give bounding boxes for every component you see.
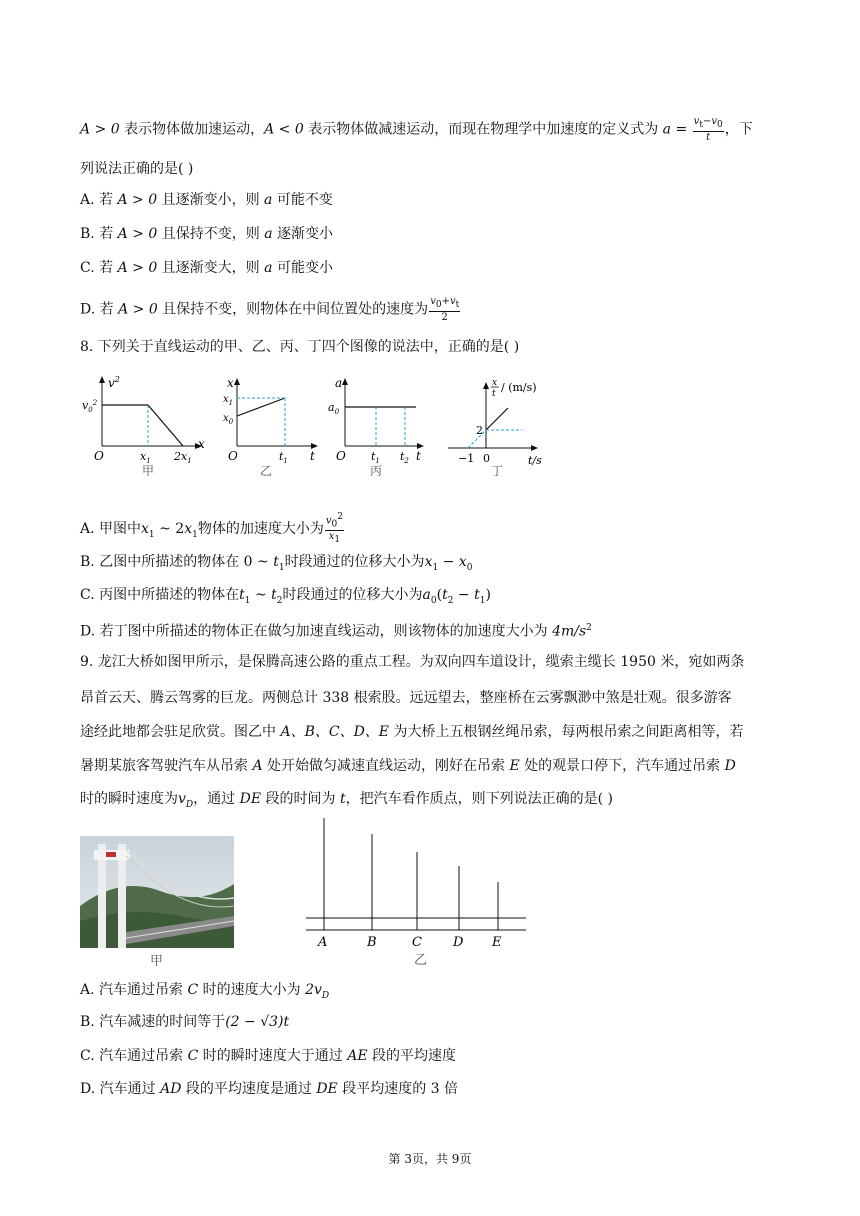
svg-text:x1: $x_1$ [223,394,234,407]
q8-option-c: C. 丙图中所描述的物体在$t_1$ ~ $t_2$时段通过的位移大小为$a_0(t_2 - t_1)$ [80,587,491,606]
svg-text:t/s: t/s [528,454,542,467]
text: 且保持不变，则物体在中间位置处的速度为 [157,301,429,318]
math: t [339,791,346,807]
svg-text:v2: $v^2$ [108,375,120,390]
accel-fraction: $\frac{v_0^2}{x_1}$ [325,512,343,546]
svg-text:O: O [228,449,238,463]
cable-diagram [304,814,534,974]
q7-line2: 列说法正确的是( ) [80,161,194,177]
text: D. 若丁图中所描述的物体正在做匀加速直线运动，则该物体的加速度大小为 [80,623,553,640]
acceleration-fraction: $\frac{v_t-v_0}{t}$ [693,116,723,143]
bridge-photo [80,836,234,948]
text: C. 汽车通过吊索 [80,1048,188,1064]
text: 段的平均速度 [367,1048,456,1064]
svg-text:/ (m/s): / (m/s) [501,381,537,394]
text: B. 汽车减速的时间等于 [80,1014,226,1030]
q8-option-b: B. 乙图中所描述的物体在 0 ~ $t_1$时段通过的位移大小为$x_1 - x_0$ [80,554,473,573]
svg-text:x: x [198,437,205,451]
svg-text:t: t [492,389,496,399]
svg-text:甲: 甲 [142,464,155,478]
math: A < 0 [264,121,304,138]
text: 逐渐变小 [272,226,334,242]
diagram-caption-yi: 乙 [414,953,428,968]
graph-bing [328,372,438,482]
math: v [693,116,700,127]
math: D [724,758,736,774]
text: ，把汽车看作质点，则下列说法正确的是( ) [345,791,613,807]
math: A > 0 [117,260,158,276]
svg-text:x: x [227,376,234,390]
svg-text:2x1: $2x_1$ [174,450,192,465]
text: 处开始做匀减速直线运动，刚好在吊索 [262,758,510,774]
svg-text:t2: $t_2$ [400,450,409,465]
q9-option-a: A. 汽车通过吊索 C 时的速度大小为 $2v_D$ [80,982,330,1001]
svg-text:O: O [336,449,346,463]
math: a = [662,121,692,138]
svg-text:x0: $x_0$ [223,413,234,426]
math: t [706,132,711,143]
text: 时的瞬时速度为 [80,791,178,807]
math: A、B、C、D、E [280,724,390,740]
svg-text:−1: −1 [458,452,475,465]
math: C [187,982,199,998]
math: DE [239,791,262,807]
text: 且逐渐变大，则 [157,260,265,276]
text: 物体的加速度大小为 [197,521,324,538]
svg-text:t1: $t_1$ [279,450,288,465]
svg-text:丁: 丁 [491,464,504,478]
graph-ding [446,372,556,482]
q9-option-d [80,1079,458,1099]
math: a [264,260,273,276]
svg-text:丙: 丙 [370,464,383,478]
q9-line4 [80,756,736,776]
math: A > 0 [118,301,158,318]
graph-jia [80,372,210,482]
svg-text:v02: $v_0^2$ [82,399,98,414]
svg-text:x: x [492,378,498,388]
svg-text:a: a [335,376,343,390]
q9-option-c [80,1046,456,1066]
text: 时的速度大小为 [198,982,306,998]
mid-velocity-fraction: $\frac{v_0+v_t}{2}$ [430,296,460,323]
math: a [264,192,273,208]
text: 可能变小 [272,260,333,276]
cable-label-b: B [367,935,377,950]
text: 途经此地都会驻足欣赏。图乙中 [80,724,281,740]
text: 段的时间为 [261,791,340,807]
math: AD [160,1081,182,1097]
q7-option-b [80,224,333,244]
svg-text:O: O [94,449,104,463]
svg-text:a0: $a_0$ [328,401,340,416]
q7-option-a [80,190,333,210]
text: 处的观景口停下，汽车通过吊索 [519,758,725,774]
text: 段的平均速度是通过 [181,1081,317,1097]
text: 表示物体做加速运动， [119,121,265,138]
graph-yi [222,372,332,482]
math: AE [347,1048,368,1064]
cable-label-d: D [453,935,464,950]
q7-option-d [80,296,461,323]
math: A > 0 [117,226,158,242]
text: 时的瞬时速度大于通过 [198,1048,348,1064]
text: C. 丙图中所描述的物体在 [80,587,240,603]
math: a [264,226,273,242]
label: B. 若 [80,226,118,242]
text: A. 甲图中 [80,521,142,538]
text: 为大桥上五根钢丝绳吊索，每两根吊索之间距离相等，若 [389,724,744,740]
text: B. 乙图中所描述的物体在 0 ~ [80,554,274,570]
cable-label-c: C [412,935,422,950]
svg-text:t: t [416,449,421,463]
math: A > 0 [117,192,158,208]
q9-option-b [80,1012,289,1032]
q8-stem: 8. 下列关于直线运动的甲、乙、丙、丁四个图像的说法中，正确的是( ) [80,339,520,355]
q7-intro [80,116,753,143]
math: A [252,758,263,774]
q9-line5: 时的瞬时速度为$v_D$，通过 DE 段的时间为 t，把汽车看作质点，则下列说法正确的是( ) [80,791,613,810]
q9-line2: 昂首云天、腾云驾雾的巨龙。两侧总计 338 根索股。远远望去，整座桥在云雾飘渺中煞是壮观。很多游客 [80,690,732,706]
text: 时段通过的位移大小为 [284,554,425,570]
math: A > 0 [80,121,120,138]
text: 段平均速度的 3 倍 [337,1081,459,1097]
svg-text:2: 2 [476,424,483,437]
text: 且逐渐变小，则 [157,192,265,208]
svg-text:x1: $x_1$ [140,450,151,465]
q8-option-a: A. 甲图中$x_1$ ~ $2x_1$物体的加速度大小为 $\frac{v_0^2}{x_1}$ [80,512,343,546]
math: (2 − √3)t [225,1014,290,1030]
text: 表示物体做减速运动，而现在物理学中加速度的定义式为 [303,121,663,138]
text: A. 汽车通过吊索 [80,982,188,998]
svg-text:t: t [310,449,315,463]
svg-text:乙: 乙 [260,464,273,478]
text: ，下 [724,121,753,138]
label: D. 若 [80,301,119,318]
math: E [509,758,520,774]
cable-label-e: E [492,935,502,950]
text: 暑期某旅客驾驶汽车从吊索 [80,758,253,774]
photo-caption-jia: 甲 [150,954,164,969]
text: 可能不变 [272,192,333,208]
math: DE [316,1081,338,1097]
math: 4m/s [552,623,587,640]
q9-line1: 9. 龙江大桥如图甲所示，是保腾高速公路的重点工程。为双向四车道设计，缆索主缆长 1950 米，宛如两条 [80,654,745,670]
label: A. 若 [80,192,118,208]
math: C [187,1048,199,1064]
q7-option-c [80,258,333,278]
page-footer: 第 3页，共 9页 [388,1152,472,1166]
text: D. 汽车通过 [80,1081,161,1097]
label: C. 若 [80,260,118,276]
math: 2v [305,982,322,998]
svg-text:0: 0 [483,452,490,465]
text: ，通过 [193,791,240,807]
text: 时段通过的位移大小为 [282,587,423,603]
svg-text:t1: $t_1$ [371,450,380,465]
text: 且保持不变，则 [157,226,265,242]
q8-option-d: D. 若丁图中所描述的物体正在做匀加速直线运动，则该物体的加速度大小为 $4m/s^2$ [80,623,592,640]
q9-line3 [80,722,743,742]
cable-label-a: A [318,935,328,950]
